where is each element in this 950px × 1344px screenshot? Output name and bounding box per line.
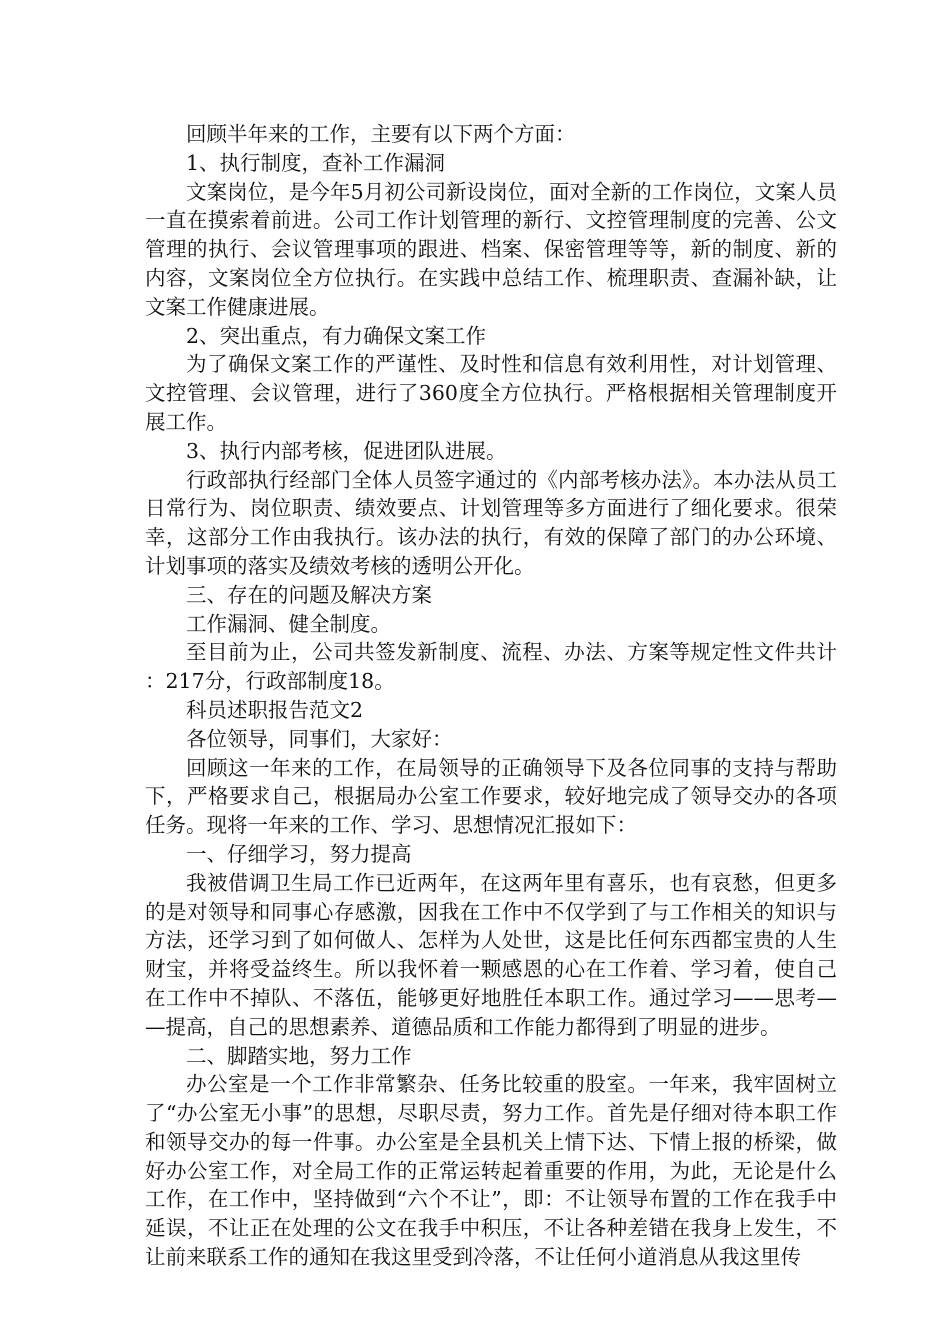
body-paragraph: 回顾这一年来的工作，在局领导的正确领导下及各位同事的支持与帮助下，严格要求自己，根据局办公室工作要求，较好地完成了领导交办的各项任务。现将一年来的工作、学习、思想情况汇报如下： [145,755,837,838]
section-heading-study: 一、仔细学习，努力提高 [186,841,412,866]
body-paragraph: 文案岗位，是今年5月初公司新设岗位，面对全新的工作岗位，文案人员一直在摸索着前进。公司工作计划管理的新行、文控管理制度的完善、公文管理的执行、会议管理事项的跟进、档案、保密管理等等，新的制度、新的内容，文案岗位全方位执行。在实践中总结工作、梳理职责、查漏补缺，让文案工作健康进展。 [145,179,837,319]
section-heading-problems: 三、存在的问题及解决方案 [186,582,432,607]
intro-paragraph: 回顾半年来的工作，主要有以下两个方面： [186,122,576,146]
section-heading-2: 2、突出重点，有力确保文案工作 [186,323,487,348]
section-heading-3: 3、执行内部考核，促进团队进展。 [186,438,507,463]
document-page [145,120,837,1272]
body-paragraph: 工作漏洞、健全制度。 [186,611,391,636]
body-paragraph: 我被借调卫生局工作已近两年，在这两年里有喜乐，也有哀愁，但更多的是对领导和同事心存感激，因我在工作中不仅学到了与工作相关的知识与方法，还学习到了如何做人、怎样为人处世，这是比任何东西都宝贵的人生财宝，并将受益终生。所以我怀着一颗感恩的心在工作着、学习着，使自己在工作中不掉队、不落伍，能够更好地胜任本职工作。通过学习——思考——提高，自己的思想素养、道德品质和工作能力都得到了明显的进步。 [145,870,837,1039]
body-paragraph: 办公室是一个工作非常繁杂、任务比较重的股室。一年来，我牢固树立了“办公室无小事”的思想，尽职尽责，努力工作。首先是仔细对待本职工作和领导交办的每一件事。办公室是全县机关上情下达、下情上报的桥梁，做好办公室工作，对全局工作的正常运转起着重要的作用，为此，无论是什么工作，在工作中，坚持做到“六个不让”，即：不让领导布置的工作在我手中延误，不让正在处理的公文在我手中积压，不让各种差错在我身上发生，不让前来联系工作的通知在我这里受到冷落，不让任何小道消息从我这里传 [145,1072,837,1270]
body-paragraph: 行政部执行经部门全体人员签字通过的《内部考核办法》。本办法从员工日常行为、岗位职责、绩效要点、计划管理等多方面进行了细化要求。很荣幸，这部分工作由我执行。该办法的执行，有效的保障了部门的办公环境、计划事项的落实及绩效考核的透明公开化。 [145,467,837,578]
body-paragraph: 至目前为止，公司共签发新制度、流程、办法、方案等规定性文件共计：217分，行政部制度18。 [145,640,837,694]
body-paragraph: 为了确保文案工作的严谨性、及时性和信息有效利用性，对计划管理、文控管理、会议管理，进行了360度全方位执行。严格根据相关管理制度开展工作。 [145,352,837,434]
section-heading-work: 二、脚踏实地，努力工作 [186,1043,412,1068]
greeting: 各位领导，同事们，大家好： [186,726,453,751]
section-heading-1: 1、执行制度，查补工作漏洞 [186,150,446,175]
report-title: 科员述职报告范文2 [186,697,364,722]
